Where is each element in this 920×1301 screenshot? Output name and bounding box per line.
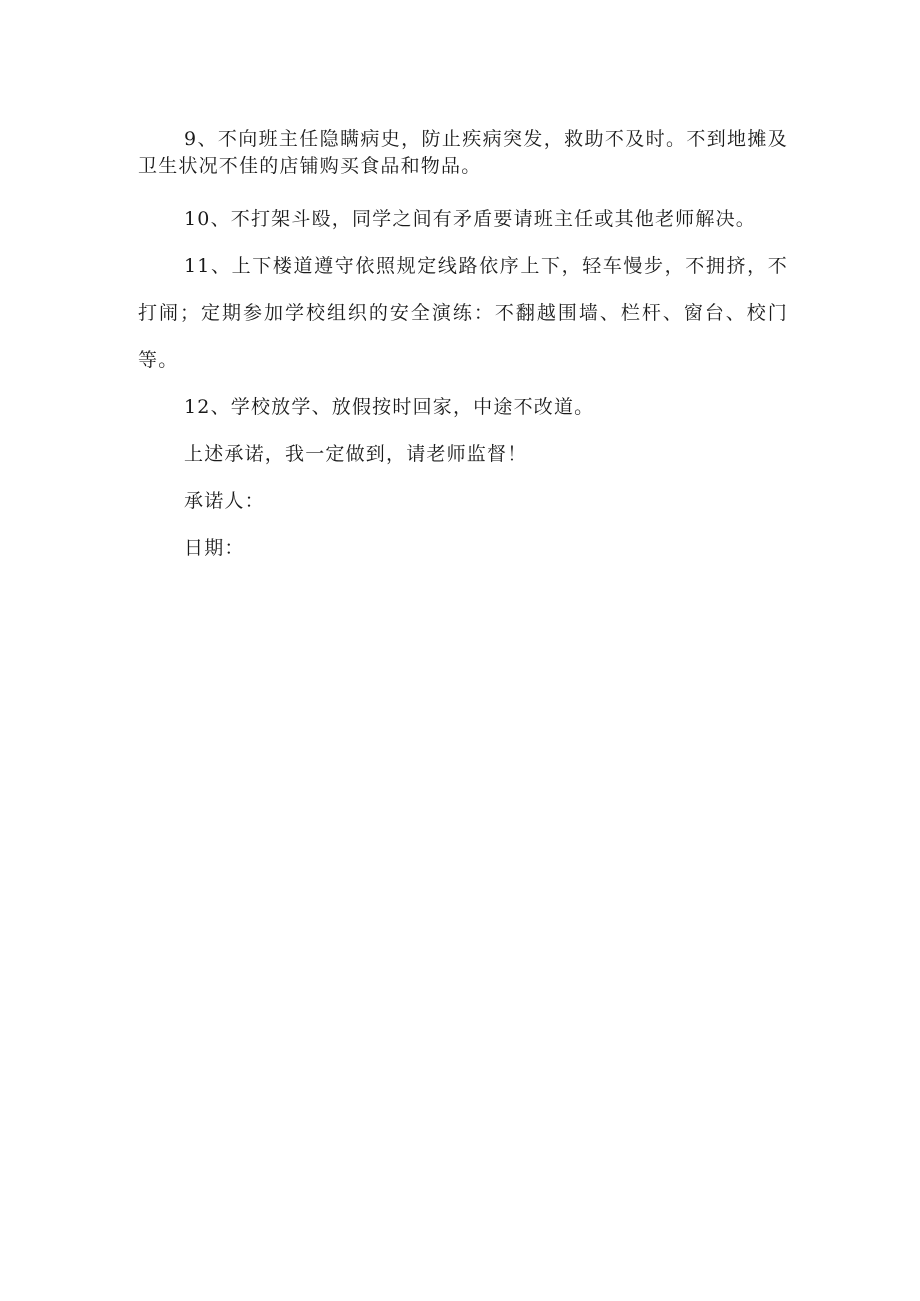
paragraph-item-10: 10、不打架斗殴，同学之间有矛盾要请班主任或其他老师解决。 (184, 208, 756, 230)
date-label: 日期： (184, 537, 245, 559)
paragraph-item-9: 9、不向班主任隐瞒病史，防止疾病突发，救助不及时。不到地摊及卫生状况不佳的店铺购买食品和物品。 (138, 128, 788, 177)
paragraph-item-11: 11、上下楼道遵守依照规定线路依序上下，轻车慢步，不拥挤，不打闹；定期参加学校组织的安全演练：不翻越围墙、栏杆、窗台、校门等。 (138, 255, 788, 371)
paragraph-item-12: 12、学校放学、放假按时回家，中途不改道。 (184, 396, 595, 418)
paragraph-pledge: 上述承诺，我一定做到，请老师监督！ (184, 443, 528, 465)
document-body (138, 126, 788, 572)
signer-label: 承诺人： (184, 490, 265, 512)
